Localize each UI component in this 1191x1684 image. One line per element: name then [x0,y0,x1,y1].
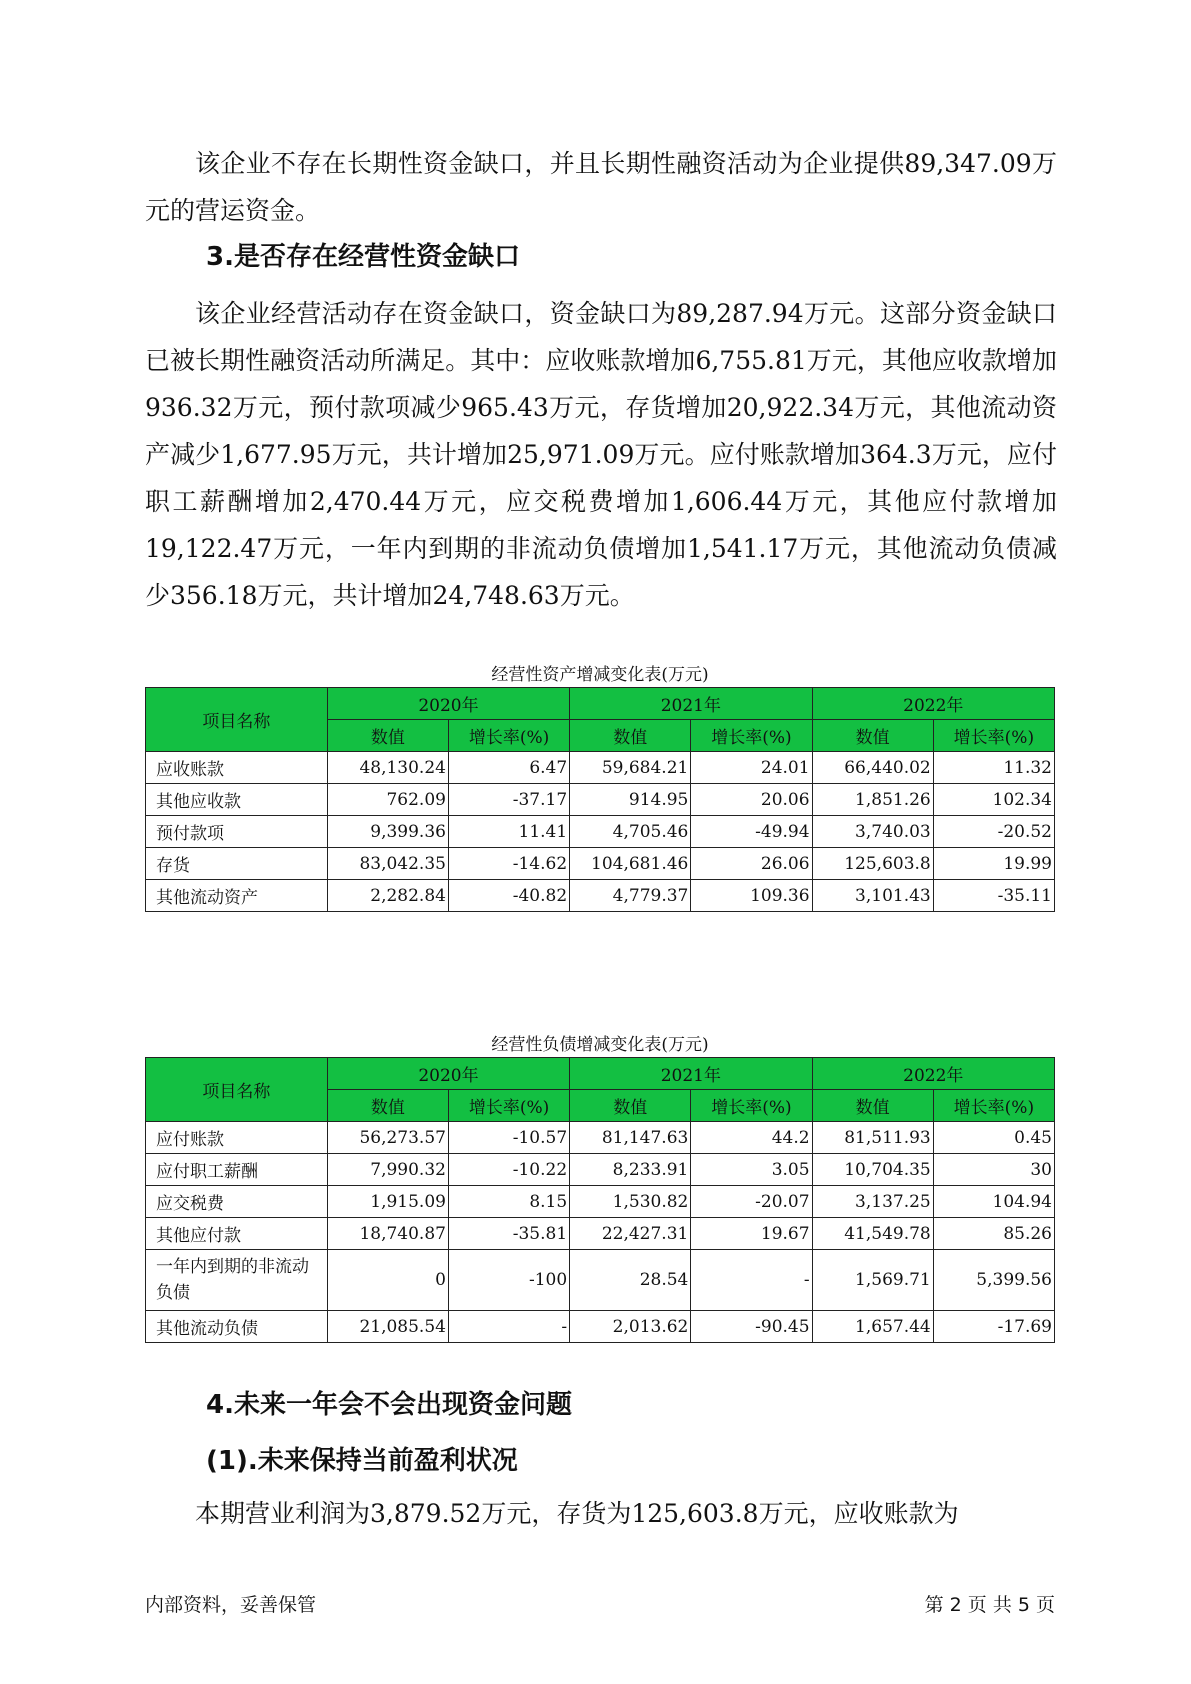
section4-heading: 4.未来一年会不会出现资金问题 [206,1390,572,1420]
year-header: 2022年 [812,688,1054,720]
asset-table-caption: 经营性资产增减变化表(万元) [491,665,709,685]
table-cell: 4,779.37 [570,880,691,912]
table-row [146,752,1055,784]
table-cell: 2,013.62 [570,1311,691,1343]
table-row [146,816,1055,848]
year-header: 2021年 [570,688,812,720]
table-cell: 83,042.35 [327,848,448,880]
table-cell: 104,681.46 [570,848,691,880]
table-row [146,1311,1055,1343]
row-label: 其他应付款 [146,1218,328,1250]
table-cell: -10.57 [448,1122,569,1154]
table-cell: -20.52 [933,816,1054,848]
table-cell: 5,399.56 [933,1250,1054,1311]
footer-left: 内部资料，妥善保管 [145,1594,317,1616]
table-cell: 7,990.32 [327,1154,448,1186]
table-cell: 0 [327,1250,448,1311]
table-cell: 59,684.21 [570,752,691,784]
table-cell: -17.69 [933,1311,1054,1343]
table-cell: -37.17 [448,784,569,816]
table-cell: 85.26 [933,1218,1054,1250]
row-label: 预付款项 [146,816,328,848]
table-cell: 1,657.44 [812,1311,933,1343]
growth-header: 增长率(%) [691,1090,812,1122]
year-header: 2021年 [570,1058,812,1090]
table-cell: 21,085.54 [327,1311,448,1343]
table-cell: -14.62 [448,848,569,880]
row-label: 应付账款 [146,1122,328,1154]
row-label: 应付职工薪酬 [146,1154,328,1186]
table-cell: -10.22 [448,1154,569,1186]
table-cell: 28.54 [570,1250,691,1311]
value-header: 数值 [327,1090,448,1122]
table-cell: 81,147.63 [570,1122,691,1154]
growth-header: 增长率(%) [448,1090,569,1122]
table-cell: -40.82 [448,880,569,912]
table-cell: -90.45 [691,1311,812,1343]
table-cell: 18,740.87 [327,1218,448,1250]
row-label: 存货 [146,848,328,880]
table-cell: 11.32 [933,752,1054,784]
row-label: 应收账款 [146,752,328,784]
table-cell: 30 [933,1154,1054,1186]
table-cell: 1,851.26 [812,784,933,816]
row-label: 其他流动负债 [146,1311,328,1343]
table-cell: 24.01 [691,752,812,784]
table-cell: -100 [448,1250,569,1311]
table-cell: 2,282.84 [327,880,448,912]
table-cell: - [691,1250,812,1311]
table-cell: 1,915.09 [327,1186,448,1218]
item-name-header: 项目名称 [146,1058,328,1122]
item-name-header: 项目名称 [146,688,328,752]
table-cell: 81,511.93 [812,1122,933,1154]
section3-paragraph: 该企业经营活动存在资金缺口，资金缺口为89,287.94万元。这部分资金缺口已被长期性融资活动所满足。其中：应收账款增加6,755.81万元，其他应收款增加936.32万元，预付款项减少965.43万元，存货增加20,922.34万元，其他流动资产减少1,677.95万元，共计增加25,971.09万元。应付账款增加364.3万元，应付职工薪酬增加2,470.44万元，应交税费增加1,606.44万元，其他应付款增加19,122.47万元，一年内到期的非流动负债增加1,541.17万元，其他流动负债减少356.18万元，共计增加24,748.63万元。 [145,299,1057,610]
year-header: 2020年 [327,1058,569,1090]
section3-heading: 3.是否存在经营性资金缺口 [206,242,520,272]
table-cell: 44.2 [691,1122,812,1154]
table-cell: 19.67 [691,1218,812,1250]
table-cell: 914.95 [570,784,691,816]
value-header: 数值 [812,1090,933,1122]
asset-table [145,687,1055,912]
row-label: 其他流动资产 [146,880,328,912]
value-header: 数值 [327,720,448,752]
table-cell: 41,549.78 [812,1218,933,1250]
table-row [146,880,1055,912]
table-cell: 109.36 [691,880,812,912]
table-cell: 8.15 [448,1186,569,1218]
table-cell: 3,137.25 [812,1186,933,1218]
table-cell: 762.09 [327,784,448,816]
liability-table-caption: 经营性负债增减变化表(万元) [491,1035,709,1055]
table-row [146,1250,1055,1311]
table-cell: 4,705.46 [570,816,691,848]
growth-header: 增长率(%) [448,720,569,752]
year-header: 2022年 [812,1058,1054,1090]
growth-header: 增长率(%) [691,720,812,752]
table-cell: 11.41 [448,816,569,848]
table-cell: 26.06 [691,848,812,880]
growth-header: 增长率(%) [933,720,1054,752]
table-cell: 48,130.24 [327,752,448,784]
value-header: 数值 [570,1090,691,1122]
table-cell: 0.45 [933,1122,1054,1154]
table-row [146,1122,1055,1154]
value-header: 数值 [812,720,933,752]
table-row [146,848,1055,880]
table-row [146,1154,1055,1186]
table-cell: 10,704.35 [812,1154,933,1186]
growth-header: 增长率(%) [933,1090,1054,1122]
liability-table [145,1057,1055,1343]
table-cell: 102.34 [933,784,1054,816]
table-cell: 66,440.02 [812,752,933,784]
row-label: 应交税费 [146,1186,328,1218]
table-cell: 3,740.03 [812,816,933,848]
table-cell: 1,530.82 [570,1186,691,1218]
subsection1-heading: (1).未来保持当前盈利状况 [206,1446,518,1476]
table-cell: 20.06 [691,784,812,816]
table-cell: 125,603.8 [812,848,933,880]
table-cell: 22,427.31 [570,1218,691,1250]
row-label: 一年内到期的非流动负债 [146,1250,328,1311]
table-cell: 56,273.57 [327,1122,448,1154]
year-header: 2020年 [327,688,569,720]
section4-paragraph: 本期营业利润为3,879.52万元，存货为125,603.8万元，应收账款为 [195,1499,959,1528]
value-header: 数值 [570,720,691,752]
intro-paragraph: 该企业不存在长期性资金缺口，并且长期性融资活动为企业提供89,347.09万元的营运资金。 [145,149,1057,225]
table-cell: 8,233.91 [570,1154,691,1186]
table-cell: 6.47 [448,752,569,784]
table-cell: 19.99 [933,848,1054,880]
table-cell: 3.05 [691,1154,812,1186]
table-row [146,1218,1055,1250]
table-cell: -49.94 [691,816,812,848]
table-row [146,784,1055,816]
footer-page-number: 第 2 页 共 5 页 [924,1594,1055,1616]
table-cell: 1,569.71 [812,1250,933,1311]
table-cell: 3,101.43 [812,880,933,912]
row-label: 其他应收款 [146,784,328,816]
table-row [146,1186,1055,1218]
table-cell: -35.11 [933,880,1054,912]
table-cell: -35.81 [448,1218,569,1250]
table-cell: -20.07 [691,1186,812,1218]
table-cell: 104.94 [933,1186,1054,1218]
table-cell: 9,399.36 [327,816,448,848]
table-cell: - [448,1311,569,1343]
